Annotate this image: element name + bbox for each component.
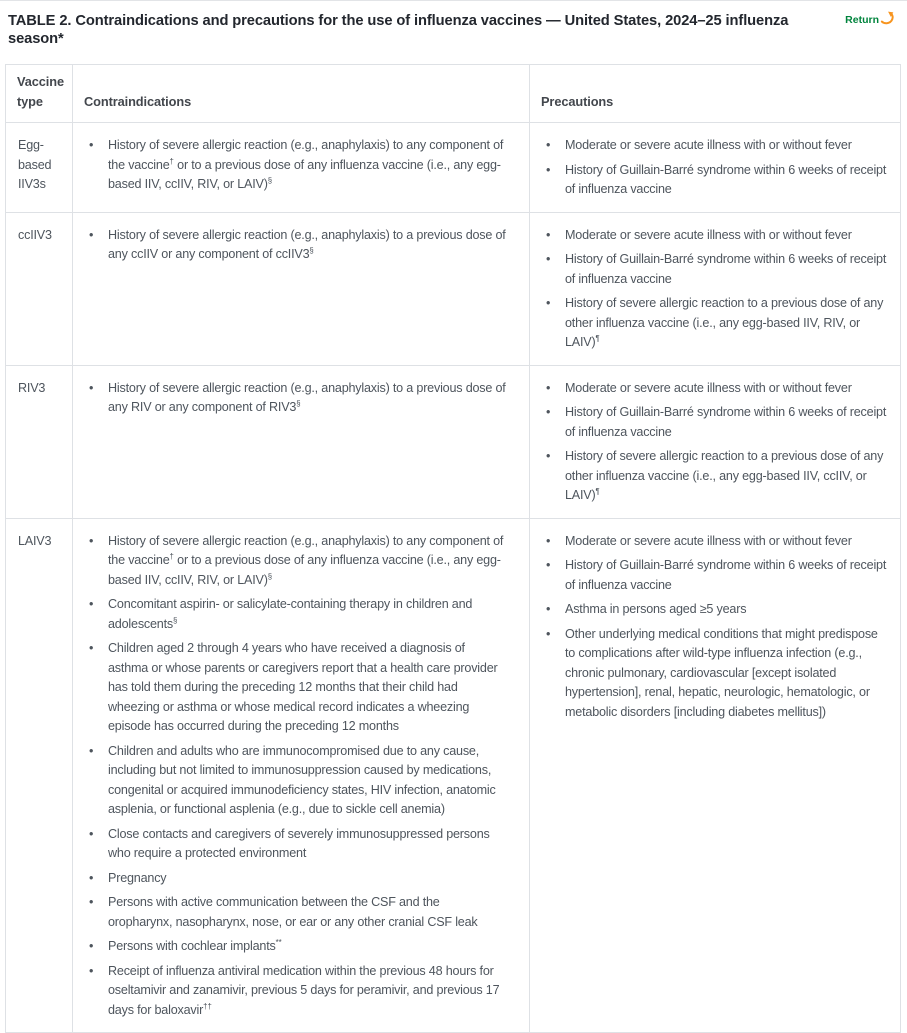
contraindications-precautions-table bbox=[5, 64, 901, 1033]
bullet-item: • History of severe allergic reaction (e.g., anaphylaxis) to any component of the vaccine† or to a previous dose of any influenza vaccine (i.e., any egg-based IIV, ccIIV, RIV, or LAIV)§ bbox=[85, 136, 507, 195]
curved-arrow-icon bbox=[880, 15, 895, 26]
return-link[interactable] bbox=[845, 14, 895, 26]
bullet-item: • Persons with active communication between the CSF and the oropharynx, nasopharynx, nose, or ear or any other cranial CSF leak bbox=[85, 893, 507, 932]
precautions-cell bbox=[530, 518, 901, 1033]
contraindications-list bbox=[85, 226, 507, 265]
table-page bbox=[0, 1, 907, 1033]
precautions-list bbox=[542, 136, 888, 200]
contraindications-list bbox=[85, 136, 507, 195]
precautions-cell bbox=[530, 123, 901, 213]
table-row bbox=[6, 365, 901, 518]
bullet-item: • Receipt of influenza antiviral medication within the previous 48 hours for oseltamivir and zanamivir, previous 5 days for peramivir, and previous 17 days for baloxavir†† bbox=[85, 962, 507, 1021]
bullet-item: • History of Guillain-Barré syndrome within 6 weeks of receipt of influenza vaccine bbox=[542, 250, 888, 289]
bullet-item: • Close contacts and caregivers of severely immunosuppressed persons who require a protected environment bbox=[85, 825, 507, 864]
contraindications-cell bbox=[73, 212, 530, 365]
vaccine-type-cell: LAIV3 bbox=[6, 518, 73, 1033]
table-row bbox=[6, 123, 901, 213]
bullet-item: • Moderate or severe acute illness with or without fever bbox=[542, 532, 888, 552]
bullet-item: • History of severe allergic reaction to a previous dose of any other influenza vaccine (i.e., any egg-based IIV, ccIIV, or LAIV)¶ bbox=[542, 447, 888, 506]
precautions-list bbox=[542, 379, 888, 506]
bullet-item: • History of severe allergic reaction (e.g., anaphylaxis) to a previous dose of any ccIIV or any component of ccIIV3§ bbox=[85, 226, 507, 265]
column-header-vaccine-type: Vaccine type bbox=[6, 64, 73, 123]
bullet-item: • Concomitant aspirin- or salicylate-containing therapy in children and adolescents§ bbox=[85, 595, 507, 634]
contraindications-cell bbox=[73, 518, 530, 1033]
precautions-list bbox=[542, 532, 888, 723]
return-link-label: Return bbox=[845, 14, 879, 26]
bullet-item: • Asthma in persons aged ≥5 years bbox=[542, 600, 888, 620]
bullet-item: • Children and adults who are immunocompromised due to any cause, including but not limited to immunosuppression caused by medications, congenital or acquired immunodeficiency states, HIV infection, anatomic asplenia, or functional asplenia (e.g., due to sickle cell anemia) bbox=[85, 742, 507, 820]
vaccine-type-cell: RIV3 bbox=[6, 365, 73, 518]
table-body bbox=[6, 123, 901, 1033]
bullet-item: • History of severe allergic reaction (e.g., anaphylaxis) to a previous dose of any RIV or any component of RIV3§ bbox=[85, 379, 507, 418]
bullet-item: • History of Guillain-Barré syndrome within 6 weeks of receipt of influenza vaccine bbox=[542, 403, 888, 442]
table-title: TABLE 2. Contraindications and precautions for the use of influenza vaccines — United States, 2024–25 influenza season* bbox=[8, 13, 789, 48]
table-header bbox=[6, 64, 901, 123]
column-header-precautions: Precautions bbox=[530, 64, 901, 123]
bullet-item: • Moderate or severe acute illness with or without fever bbox=[542, 226, 888, 246]
bullet-item: • History of Guillain-Barré syndrome within 6 weeks of receipt of influenza vaccine bbox=[542, 556, 888, 595]
bullet-item: • History of Guillain-Barré syndrome within 6 weeks of receipt of influenza vaccine bbox=[542, 161, 888, 200]
contraindications-cell bbox=[73, 123, 530, 213]
table-row bbox=[6, 518, 901, 1033]
table-row bbox=[6, 212, 901, 365]
bullet-item: • Moderate or severe acute illness with or without fever bbox=[542, 136, 888, 156]
vaccine-type-cell: Egg-based IIV3s bbox=[6, 123, 73, 213]
column-header-contraindications: Contraindications bbox=[73, 64, 530, 123]
contraindications-list bbox=[85, 532, 507, 1021]
bullet-item: • Persons with cochlear implants** bbox=[85, 937, 507, 957]
contraindications-cell bbox=[73, 365, 530, 518]
title-bar bbox=[5, 1, 901, 64]
precautions-list bbox=[542, 226, 888, 353]
bullet-item: • Other underlying medical conditions that might predispose to complications after wild-type influenza infection (e.g., chronic pulmonary, cardiovascular [except isolated hypertension], renal, hepatic, neurologic, hematologic, or metabolic disorders [including diabetes mellitus]) bbox=[542, 625, 888, 723]
vaccine-type-cell: ccIIV3 bbox=[6, 212, 73, 365]
bullet-item: • Children aged 2 through 4 years who have received a diagnosis of asthma or whose parents or caregivers report that a health care provider has told them during the preceding 12 months that their child had wheezing or asthma or whose medical record indicates a wheezing episode has occurred during the preceding 12 months bbox=[85, 639, 507, 737]
precautions-cell bbox=[530, 212, 901, 365]
bullet-item: • Pregnancy bbox=[85, 869, 507, 889]
contraindications-list bbox=[85, 379, 507, 418]
precautions-cell bbox=[530, 365, 901, 518]
header-row bbox=[6, 64, 901, 123]
bullet-item: • History of severe allergic reaction to a previous dose of any other influenza vaccine (i.e., any egg-based IIV, RIV, or LAIV)¶ bbox=[542, 294, 888, 353]
bullet-item: • History of severe allergic reaction (e.g., anaphylaxis) to any component of the vaccine† or to a previous dose of any influenza vaccine (i.e., any egg-based IIV, ccIIV, RIV, or LAIV)§ bbox=[85, 532, 507, 591]
bullet-item: • Moderate or severe acute illness with or without fever bbox=[542, 379, 888, 399]
